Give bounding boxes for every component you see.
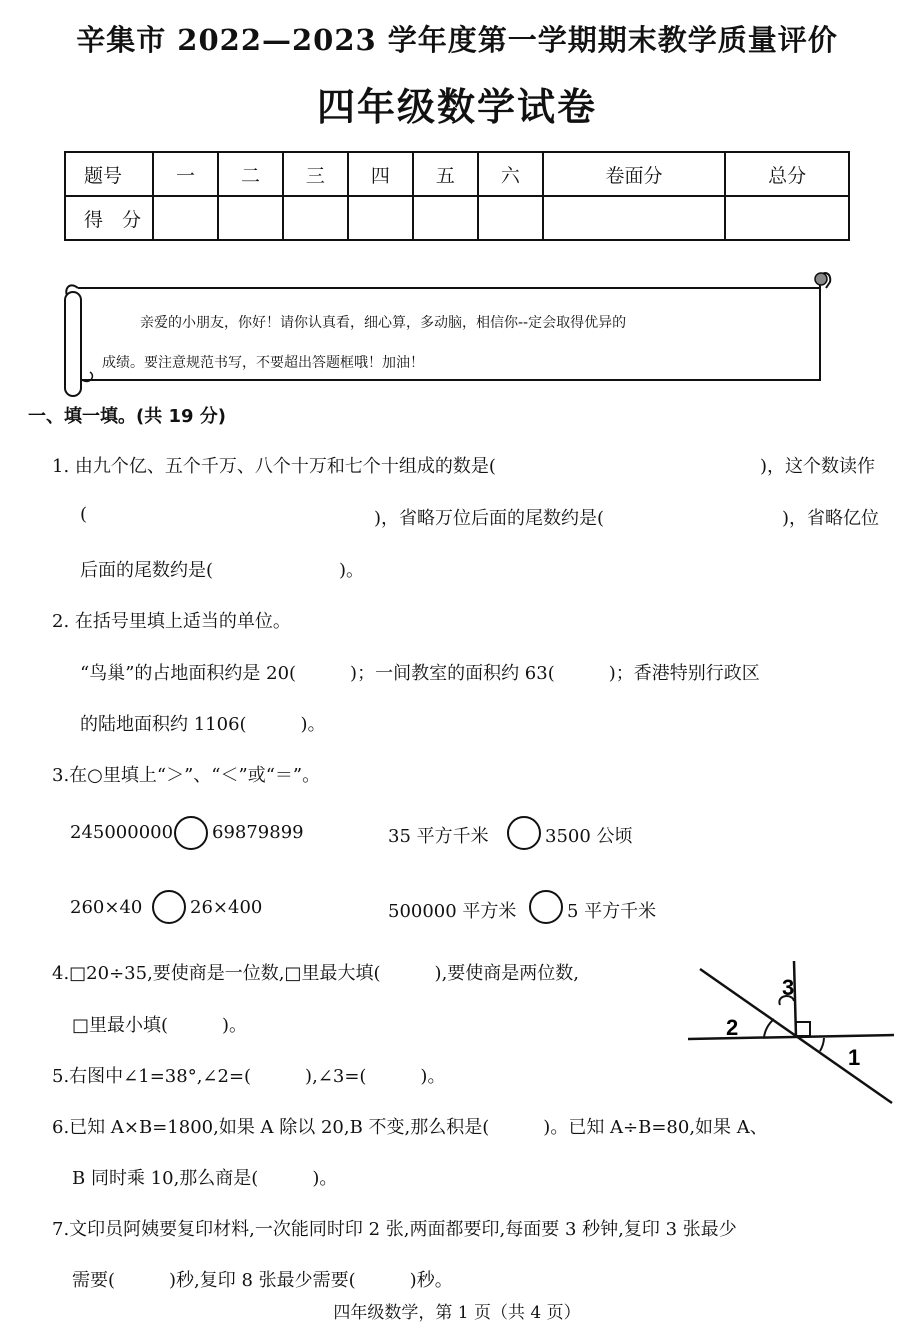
- score-cell: 二: [218, 152, 283, 196]
- score-cell: 卷面分: [543, 152, 725, 196]
- exam-title-line1: 辛集市 2022—2023 学年度第一学期期末教学质量评价: [76, 23, 838, 57]
- score-entry-cell[interactable]: [283, 196, 348, 240]
- q6-line1: 6.已知 A×B=1800,如果 A 除以 20,B 不变,那么积是( )。已知 A÷B=80,如果 A、: [52, 1117, 768, 1138]
- angle-label-3: 3: [782, 975, 795, 1000]
- q5-line1: 5.右图中∠1=38°,∠2=( ),∠3=( )。: [52, 1066, 446, 1087]
- score-cell: 四: [348, 152, 413, 196]
- q1-line2-start: (: [80, 504, 88, 525]
- q1-line1-start: 1. 由九个亿、五个千万、八个十万和七个十组成的数是(: [52, 456, 496, 477]
- score-table-header-row: [65, 152, 849, 196]
- exam-title-line2: 四年级数学试卷: [316, 84, 597, 129]
- q2-line2: “鸟巢”的占地面积约是 20( )；一间教室的面积约 63( )；香港特别行政区: [80, 663, 760, 684]
- q3-line1: 3.在○里填上“＞”、“＜”或“＝”。: [52, 765, 321, 786]
- score-cell: 题号: [65, 152, 153, 196]
- page-footer: 四年级数学，第 1 页（共 4 页）: [333, 1303, 581, 1323]
- q3-a-right: 69879899: [212, 822, 304, 843]
- angle-figure-icon: [684, 955, 900, 1110]
- q7-line1: 7.文印员阿姨要复印材料,一次能同时印 2 张,两面都要印,每面要 3 秒钟,复印 3 张最少: [52, 1219, 737, 1240]
- score-cell: 总分: [725, 152, 849, 196]
- score-table: [64, 151, 850, 241]
- q3-b-right: 3500 公顷: [545, 826, 633, 847]
- q6-line2: B 同时乘 10,那么商是( )。: [72, 1168, 338, 1189]
- score-cell: 一: [153, 152, 218, 196]
- score-cell: 三: [283, 152, 348, 196]
- q7-line2: 需要( )秒,复印 8 张最少需要( )秒。: [72, 1270, 453, 1291]
- score-entry-cell[interactable]: [413, 196, 478, 240]
- q1-line3: 后面的尾数约是( )。: [80, 560, 365, 581]
- angle-label-1: 1: [848, 1045, 861, 1070]
- score-entry-cell[interactable]: [543, 196, 725, 240]
- q1-line2-end: )，省略亿位: [782, 508, 880, 529]
- q2-line3: 的陆地面积约 1106( )。: [80, 714, 326, 735]
- score-cell: 六: [478, 152, 543, 196]
- greeting-line2: 成绩。要注意规范书写，不要超出答题框哦！加油！: [102, 355, 424, 371]
- section-title: 一、填一填。(共 19 分): [28, 406, 227, 427]
- q3-a-left: 245000000: [70, 822, 174, 843]
- q3-b-left: 35 平方千米: [388, 826, 489, 847]
- q2-line1: 2. 在括号里填上适当的单位。: [52, 611, 291, 632]
- compare-circle-a[interactable]: [174, 816, 208, 850]
- score-entry-cell[interactable]: [725, 196, 849, 240]
- q3-c-right: 26×400: [190, 897, 263, 918]
- score-entry-cell[interactable]: [348, 196, 413, 240]
- score-entry-cell[interactable]: [478, 196, 543, 240]
- compare-circle-c[interactable]: [152, 890, 186, 924]
- score-cell: 五: [413, 152, 478, 196]
- q1-line1-end: )，这个数读作: [760, 456, 876, 477]
- q3-d-right: 5 平方千米: [567, 901, 657, 922]
- score-table-score-row: [65, 196, 849, 240]
- score-row-label: 得 分: [65, 196, 153, 240]
- angle-label-2: 2: [726, 1015, 739, 1040]
- q3-c-left: 260×40: [70, 897, 143, 918]
- compare-circle-d[interactable]: [529, 890, 563, 924]
- score-entry-cell[interactable]: [153, 196, 218, 240]
- scroll-banner-icon: [60, 270, 835, 400]
- q4-line2: □里最小填( )。: [72, 1015, 248, 1036]
- compare-circle-b[interactable]: [507, 816, 541, 850]
- q3-d-left: 500000 平方米: [388, 901, 517, 922]
- greeting-line1: 亲爱的小朋友，你好！请你认真看，细心算，多动脑，相信你--定会取得优异的: [140, 315, 627, 331]
- q4-line1: 4.□20÷35,要使商是一位数,□里最大填( ),要使商是两位数,: [52, 963, 580, 984]
- q1-line2-mid: )，省略万位后面的尾数约是(: [374, 508, 605, 529]
- score-entry-cell[interactable]: [218, 196, 283, 240]
